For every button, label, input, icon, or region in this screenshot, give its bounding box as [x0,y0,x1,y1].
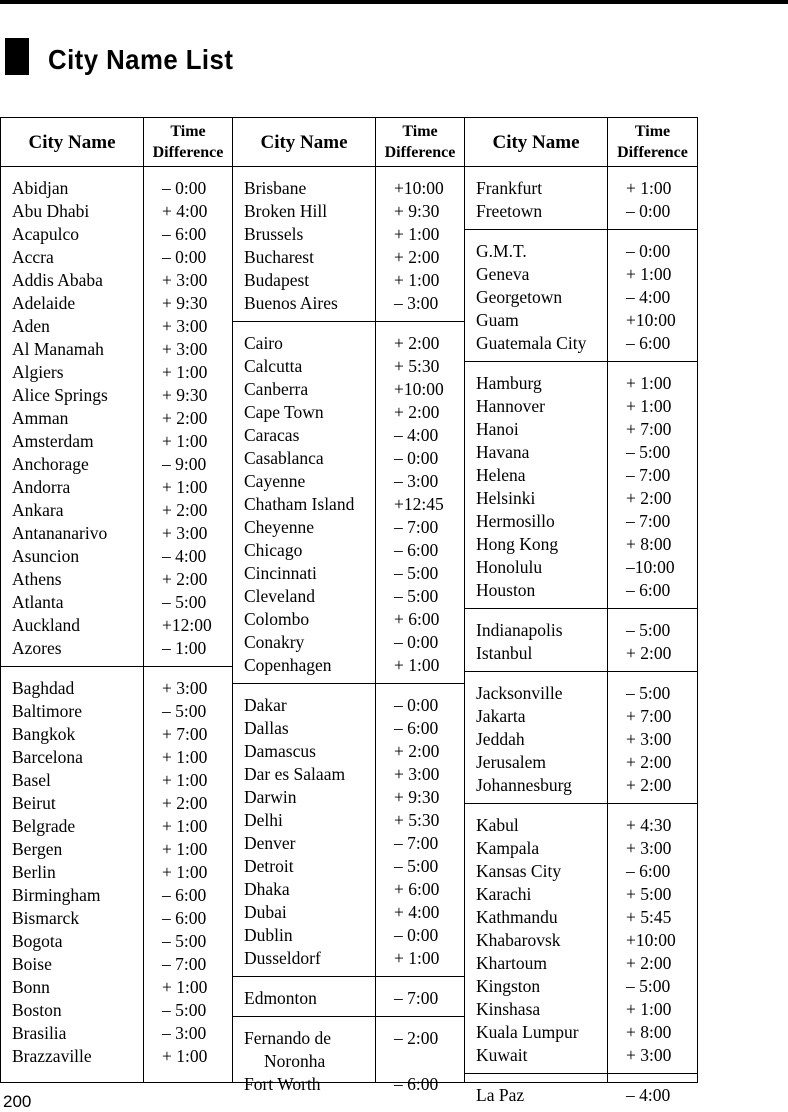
city-name: Kuwait [476,1045,528,1065]
city-name: Havana [476,442,530,462]
city-name: Georgetown [476,287,563,307]
city-name: Algiers [12,362,64,382]
city-name: Caracas [244,425,300,445]
time-difference: + 2:00 [162,408,208,428]
city-group [233,1016,375,1094]
city-name: Baltimore [12,701,82,721]
time-difference: – 6:00 [162,224,207,244]
time-difference: + 1:00 [394,270,440,290]
time-difference: + 3:00 [162,316,208,336]
time-difference: + 1:00 [626,264,672,284]
time-difference: – 6:00 [162,908,207,928]
time-difference: + 3:00 [162,270,208,290]
time-difference: – 5:00 [394,856,439,876]
time-difference: – 5:00 [626,442,671,462]
time-difference: + 9:30 [162,293,208,313]
city-name: Khabarovsk [476,930,561,950]
section-marker-square [5,38,29,75]
time-difference: + 4:00 [162,201,208,221]
time-difference: – 5:00 [394,586,439,606]
time-difference: – 7:00 [394,833,439,853]
city-name: Dar es Salaam [244,764,346,784]
time-difference: + 1:00 [162,477,208,497]
city-name: Dakar [244,695,287,715]
time-difference: – 0:00 [626,241,671,261]
city-name: Kinshasa [476,999,541,1019]
city-name: Berlin [12,862,56,882]
time-difference: +10:00 [626,930,676,950]
city-name: Frankfurt [476,178,543,198]
time-difference: + 2:00 [394,247,440,267]
city-name: Boise [12,954,52,974]
time-difference: + 3:00 [162,678,208,698]
city-name: Brisbane [244,178,307,198]
top-rule [0,0,788,4]
city-name: Cayenne [244,471,306,491]
city-name: Guatemala City [476,333,587,353]
time-difference: + 8:00 [626,534,672,554]
time-difference: + 2:00 [626,752,672,772]
city-name: Geneva [476,264,530,284]
time-difference: +10:00 [626,310,676,330]
city-name: Houston [476,580,536,600]
city-name: Denver [244,833,296,853]
city-name: Cincinnati [244,563,317,583]
city-name: Al Manamah [12,339,104,359]
time-column [608,167,698,1105]
time-difference: + 9:30 [394,201,440,221]
time-difference: + 1:00 [626,999,672,1019]
city-name: Fort Worth [244,1074,321,1094]
city-name: Bogota [12,931,63,951]
header-city-name: City Name [1,118,144,167]
city-name: Bergen [12,839,63,859]
time-difference: + 1:00 [626,178,672,198]
time-difference: + 1:00 [162,362,208,382]
city-name: Conakry [244,632,305,652]
page-title: City Name List [48,44,234,75]
city-name: Bismarck [12,908,80,928]
time-difference: +12:45 [394,494,444,514]
city-name: Honolulu [476,557,543,577]
city-name: Addis Ababa [12,270,103,290]
time-group [144,666,232,1082]
time-difference: – 6:00 [162,885,207,905]
city-name: Johannesburg [476,775,572,795]
city-name: Auckland [12,615,81,635]
header-time-difference: Time Difference [144,118,233,167]
time-difference: + 9:30 [162,385,208,405]
time-difference: + 2:00 [162,500,208,520]
city-group [233,683,375,976]
city-name: Chicago [244,540,303,560]
city-name: Detroit [244,856,294,876]
city-name: Dallas [244,718,289,738]
page-number: 200 [3,1092,32,1111]
time-difference: – 6:00 [394,540,439,560]
time-difference: + 5:45 [626,907,672,927]
city-name: Brazzaville [12,1046,92,1066]
city-name: Dubai [244,902,287,922]
city-name: Darwin [244,787,297,807]
time-difference: – 5:00 [626,620,671,640]
city-name: Hannover [476,396,546,416]
city-name: Jeddah [476,729,525,749]
city-name: Kansas City [476,861,562,881]
city-name: Dusseldorf [244,948,321,968]
city-group [465,608,607,671]
time-group [376,683,464,976]
time-difference: – 2:00 [394,1028,439,1048]
city-name: Kathmandu [476,907,558,927]
city-name: Canberra [244,379,309,399]
header-city-name: City Name [233,118,376,167]
city-group [1,167,143,666]
city-name: Andorra [12,477,71,497]
time-group [608,1073,697,1105]
city-name: Hamburg [476,373,542,393]
time-difference: – 6:00 [626,333,671,353]
time-difference: + 9:30 [394,787,440,807]
city-name: Budapest [244,270,310,290]
city-name: Jakarta [476,706,526,726]
time-difference: – 4:00 [626,1085,671,1105]
time-difference: – 3:00 [394,471,439,491]
city-name: Freetown [476,201,543,221]
time-group [376,976,464,1016]
time-difference: – 0:00 [162,247,207,267]
city-name: Fernando de [244,1028,331,1048]
city-name: Brasilia [12,1023,67,1043]
city-name: Aden [12,316,50,336]
time-group [376,1016,464,1094]
time-difference: + 5:30 [394,810,440,830]
time-difference: + 7:00 [162,724,208,744]
city-name: Cleveland [244,586,315,606]
city-name: Kingston [476,976,541,996]
city-name-table [0,117,698,1105]
time-group [608,361,697,608]
time-difference: – 9:00 [162,454,207,474]
time-difference: +10:00 [394,178,444,198]
city-name: Baghdad [12,678,75,698]
time-difference [376,1050,464,1073]
time-difference: + 4:30 [626,815,672,835]
time-difference: + 7:00 [626,706,672,726]
city-name: Kampala [476,838,540,858]
time-difference: + 3:00 [162,523,208,543]
city-name: Istanbul [476,643,533,663]
city-name: Bangkok [12,724,76,744]
city-name: Buenos Aires [244,293,338,313]
time-difference: – 4:00 [162,546,207,566]
city-name: Brussels [244,224,304,244]
city-group [465,361,607,608]
city-name: Antananarivo [12,523,108,543]
time-difference: + 3:00 [626,729,672,749]
city-name: Amsterdam [12,431,94,451]
city-name: Abu Dhabi [12,201,90,221]
time-difference: + 3:00 [626,1045,672,1065]
city-name: Cape Town [244,402,324,422]
city-group [1,666,143,1082]
time-difference: + 2:00 [394,741,440,761]
time-difference: + 2:00 [626,953,672,973]
city-name: Belgrade [12,816,76,836]
city-name: G.M.T. [476,241,527,261]
time-difference: – 1:00 [162,638,207,658]
city-name: Hanoi [476,419,519,439]
city-name: Cheyenne [244,517,314,537]
time-column [376,167,465,1094]
time-difference: – 5:00 [162,592,207,612]
city-group [465,1073,607,1105]
time-group [608,608,697,671]
time-difference: + 2:00 [394,333,440,353]
time-difference: + 1:00 [162,747,208,767]
time-difference: + 2:00 [626,643,672,663]
city-name: Edmonton [244,988,317,1008]
time-difference: – 6:00 [394,1074,439,1094]
city-name: Helena [476,465,526,485]
time-difference: + 1:00 [162,1046,208,1066]
time-difference: + 4:00 [394,902,440,922]
city-name: Adelaide [12,293,76,313]
city-name: Bucharest [244,247,314,267]
city-column [465,167,608,1105]
time-difference: + 1:00 [162,816,208,836]
city-name: Dublin [244,925,293,945]
time-difference: – 4:00 [626,287,671,307]
city-name: Broken Hill [244,201,328,221]
city-group [233,167,375,321]
city-name: Damascus [244,741,316,761]
city-name: Birmingham [12,885,101,905]
city-group [233,321,375,683]
city-name: Indianapolis [476,620,563,640]
time-difference: + 2:00 [394,402,440,422]
city-column [233,167,376,1094]
city-group [465,803,607,1073]
time-difference: –10:00 [626,557,675,577]
time-difference: – 5:00 [162,931,207,951]
city-name: Atlanta [12,592,64,612]
time-difference: – 0:00 [162,178,207,198]
header-city-name: City Name [465,118,608,167]
city-name: Anchorage [12,454,89,474]
city-column [1,167,144,1083]
time-difference: – 7:00 [162,954,207,974]
city-name: Noronha [264,1051,326,1071]
time-difference: – 7:00 [626,511,671,531]
time-difference: – 3:00 [162,1023,207,1043]
time-difference: – 7:00 [394,988,439,1008]
time-difference: + 1:00 [394,948,440,968]
time-difference: + 3:00 [626,838,672,858]
time-difference: + 5:00 [626,884,672,904]
city-name: Jacksonville [476,683,563,703]
time-difference: – 5:00 [626,976,671,996]
city-name: Khartoum [476,953,547,973]
time-difference: + 1:00 [626,373,672,393]
time-difference: – 6:00 [626,861,671,881]
city-name: Colombo [244,609,310,629]
time-difference: + 3:00 [162,339,208,359]
city-group [465,671,607,803]
time-difference: + 5:30 [394,356,440,376]
time-difference: – 5:00 [162,1000,207,1020]
time-difference: + 1:00 [162,862,208,882]
time-difference: – 5:00 [394,563,439,583]
city-name: Casablanca [244,448,324,468]
city-name: Helsinki [476,488,536,508]
time-group [376,167,464,321]
header-time-difference: Time Difference [376,118,465,167]
time-difference: + 2:00 [626,775,672,795]
time-difference: + 7:00 [626,419,672,439]
city-name: Accra [12,247,54,267]
city-name: Hong Kong [476,534,559,554]
time-group [608,803,697,1073]
city-name: Beirut [12,793,56,813]
city-name: Basel [12,770,51,790]
time-column [144,167,233,1083]
time-difference: – 5:00 [162,701,207,721]
city-name: Karachi [476,884,532,904]
header-time-difference: Time Difference [608,118,698,167]
time-difference: + 1:00 [162,770,208,790]
city-name: Asuncion [12,546,80,566]
time-difference: – 0:00 [394,925,439,945]
city-name: Hermosillo [476,511,555,531]
city-name: Copenhagen [244,655,332,675]
city-name: Athens [12,569,62,589]
table-body-row [1,167,698,1083]
time-difference: + 1:00 [162,839,208,859]
city-name: Boston [12,1000,62,1020]
time-difference: – 5:00 [626,683,671,703]
time-difference: – 6:00 [394,718,439,738]
time-difference: + 1:00 [162,977,208,997]
time-difference: – 6:00 [626,580,671,600]
time-group [608,671,697,803]
time-difference: – 3:00 [394,293,439,313]
city-name: Abidjan [12,178,69,198]
time-difference: – 4:00 [394,425,439,445]
time-difference: + 1:00 [394,224,440,244]
city-name: Ankara [12,500,64,520]
time-difference: + 2:00 [162,569,208,589]
time-difference: + 1:00 [394,655,440,675]
city-name: Cairo [244,333,283,353]
time-difference: +10:00 [394,379,444,399]
time-difference: + 2:00 [162,793,208,813]
time-difference: + 3:00 [394,764,440,784]
time-difference: + 1:00 [626,396,672,416]
city-name: Bonn [12,977,50,997]
time-difference: + 1:00 [162,431,208,451]
time-difference: – 0:00 [394,448,439,468]
city-group [465,229,607,361]
city-name: Chatham Island [244,494,355,514]
city-name: Guam [476,310,519,330]
time-group [608,229,697,361]
time-group [144,167,232,666]
city-name: La Paz [476,1085,525,1105]
city-name: Acapulco [12,224,80,244]
time-difference: +12:00 [162,615,212,635]
city-name: Jerusalem [476,752,546,772]
city-name: Delhi [244,810,283,830]
city-group [233,976,375,1016]
city-name: Azores [12,638,62,658]
time-difference: – 7:00 [394,517,439,537]
time-difference: – 0:00 [626,201,671,221]
time-group [608,167,697,229]
city-name: Barcelona [12,747,83,767]
time-difference: + 6:00 [394,609,440,629]
time-group [376,321,464,683]
city-name: Kabul [476,815,519,835]
time-difference: – 7:00 [626,465,671,485]
city-group [465,167,607,229]
city-name: Amman [12,408,69,428]
city-name: Dhaka [244,879,290,899]
time-difference: + 8:00 [626,1022,672,1042]
table-header-row [1,118,698,167]
city-name: Calcutta [244,356,303,376]
city-name: Kuala Lumpur [476,1022,579,1042]
time-difference: + 6:00 [394,879,440,899]
city-name: Alice Springs [12,385,108,405]
time-difference: – 0:00 [394,632,439,652]
time-difference: – 0:00 [394,695,439,715]
time-difference: + 2:00 [626,488,672,508]
